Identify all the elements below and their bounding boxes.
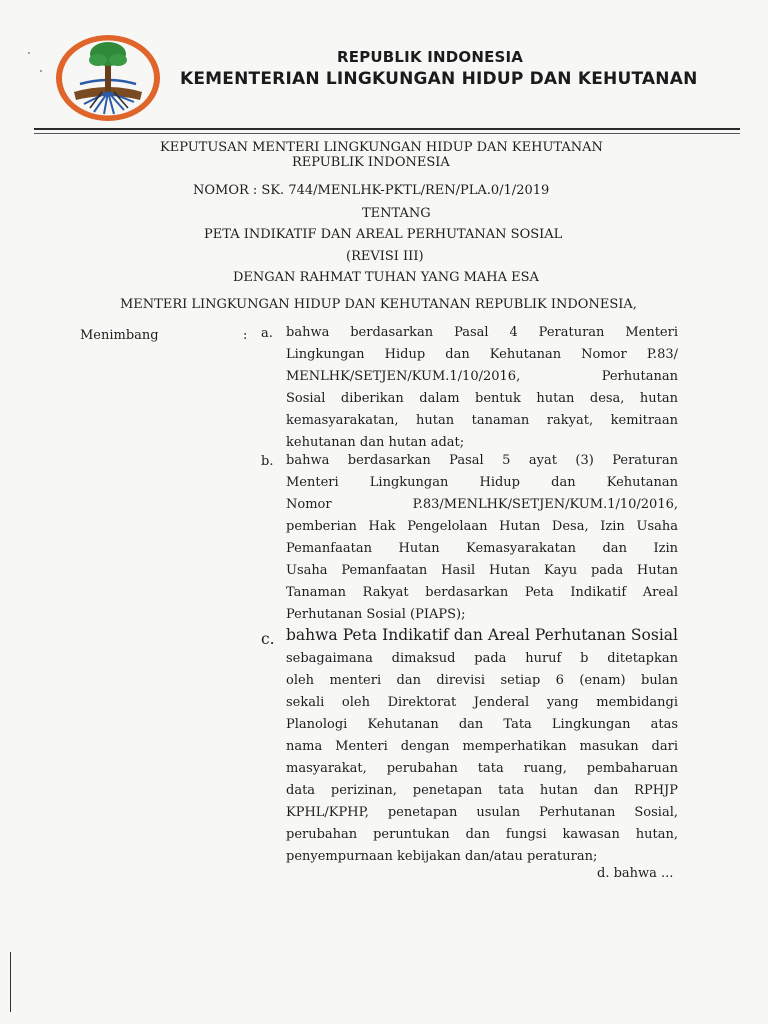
decree-minister: MENTERI LINGKUNGAN HIDUP DAN KEHUTANAN REPUBLIK INDONESIA, (120, 297, 637, 312)
item-c-line: nama Menteri dengan memperhatikan masukan dari (286, 739, 678, 754)
item-letter-b: b. (261, 454, 274, 469)
item-c-line: KPHL/KPHP, penetapan usulan Perhutanan Sosial, (286, 805, 678, 820)
item-b-line: bahwa berdasarkan Pasal 5 ayat (3) Peraturan (286, 453, 678, 468)
item-letter-c: c. (261, 630, 275, 648)
item-letter-a: a. (261, 326, 273, 341)
letterhead-country: REPUBLIK INDONESIA (337, 48, 524, 66)
considering-colon: : (243, 328, 248, 343)
decree-about: TENTANG (362, 206, 431, 221)
item-a-line: bahwa berdasarkan Pasal 4 Peraturan Menteri (286, 325, 678, 340)
item-a-line: kemasyarakatan, hutan tanaman rakyat, kemitraan (286, 413, 678, 428)
item-a-line: kehutanan dan hutan adat; (286, 435, 465, 450)
item-a-line: Sosial diberikan dalam bentuk hutan desa, hutan (286, 391, 678, 406)
scan-speck (28, 52, 30, 54)
decree-title-line2: REPUBLIK INDONESIA (292, 155, 450, 170)
decree-title-line1: KEPUTUSAN MENTERI LINGKUNGAN HIDUP DAN KEHUTANAN (160, 140, 603, 155)
considering-label: Menimbang (80, 328, 159, 343)
item-b-line: Perhutanan Sosial (PIAPS); (286, 607, 466, 622)
scan-speck (40, 70, 42, 72)
item-c-line: bahwa Peta Indikatif dan Areal Perhutanan Sosial (286, 626, 678, 644)
decree-subject: PETA INDIKATIF DAN AREAL PERHUTANAN SOSIAL (204, 227, 563, 242)
ministry-tree-emblem-icon (54, 32, 162, 124)
item-c-line: perubahan peruntukan dan fungsi kawasan hutan, (286, 827, 678, 842)
item-b-line: Pemanfaatan Hutan Kemasyarakatan dan Izin (286, 541, 678, 556)
item-a-line: MENLHK/SETJEN/KUM.1/10/2016, Perhutanan (286, 369, 678, 384)
item-c-line: data perizinan, penetapan tata hutan dan RPHJP (286, 783, 678, 798)
item-b-line: Tanaman Rakyat berdasarkan Peta Indikatif Areal (286, 585, 678, 600)
scan-margin-mark (10, 952, 11, 1012)
ministry-logo (54, 32, 162, 124)
item-c-line: Planologi Kehutanan dan Tata Lingkungan atas (286, 717, 678, 732)
item-c-line: sebagaimana dimaksud pada huruf b ditetapkan (286, 651, 678, 666)
decree-number: NOMOR : SK. 744/MENLHK-PKTL/REN/PLA.0/1/2019 (193, 183, 550, 198)
item-c-line: oleh menteri dan direvisi setiap 6 (enam) bulan (286, 673, 678, 688)
item-b-line: Usaha Pemanfaatan Hasil Hutan Kayu pada Hutan (286, 563, 678, 578)
decree-invocation: DENGAN RAHMAT TUHAN YANG MAHA ESA (233, 270, 539, 285)
decree-revision: (REVISI III) (346, 249, 424, 264)
item-b-line: Nomor P.83/MENLHK/SETJEN/KUM.1/10/2016, (286, 497, 678, 512)
letterhead-rule-thin (34, 133, 740, 134)
letterhead-ministry: KEMENTERIAN LINGKUNGAN HIDUP DAN KEHUTANAN (180, 69, 698, 89)
item-b-line: pemberian Hak Pengelolaan Hutan Desa, Izin Usaha (286, 519, 678, 534)
item-c-line: penyempurnaan kebijakan dan/atau peraturan; (286, 849, 598, 864)
item-c-line: sekali oleh Direktorat Jenderal yang membidangi (286, 695, 678, 710)
item-a-line: Lingkungan Hidup dan Kehutanan Nomor P.83/ (286, 347, 678, 362)
item-b-line: Menteri Lingkungan Hidup dan Kehutanan (286, 475, 678, 490)
page-continuation: d. bahwa ... (597, 866, 674, 881)
item-c-line: masyarakat, perubahan tata ruang, pembaharuan (286, 761, 678, 776)
letterhead-rule-thick (34, 128, 740, 130)
